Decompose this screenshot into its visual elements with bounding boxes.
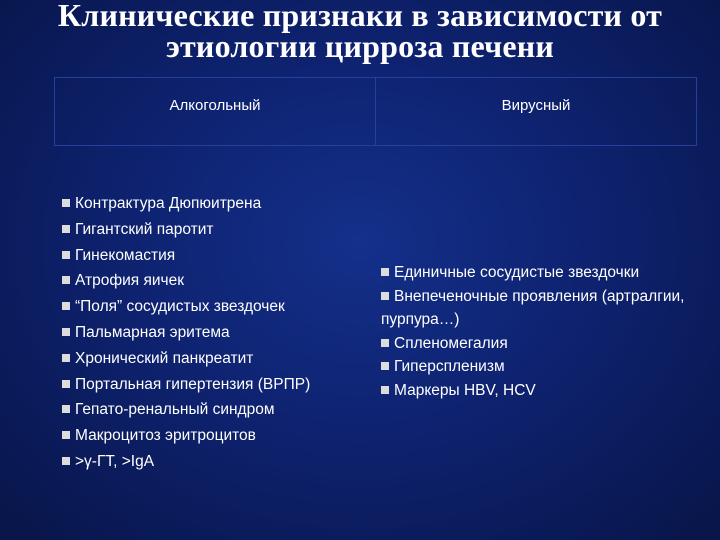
list-item <box>62 425 362 451</box>
list-item-text: “Поля” сосудистых звездочек <box>75 298 285 316</box>
slide-title-line-1: Клинические признаки в зависимости от <box>57 0 663 33</box>
viral-signs-list <box>381 261 701 402</box>
list-item-text: Спленомегалия <box>394 334 508 352</box>
square-bullet-icon <box>381 386 389 394</box>
list-item <box>62 451 362 477</box>
list-item-text: >γ-ГТ, >IgA <box>75 452 155 470</box>
square-bullet-icon <box>62 199 70 207</box>
square-bullet-icon <box>62 380 70 388</box>
square-bullet-icon <box>62 431 70 439</box>
list-item <box>62 245 362 271</box>
list-item <box>62 322 362 348</box>
list-item-text: Атрофия яичек <box>75 272 184 290</box>
list-item-text: Контрактура Дюпюитрена <box>75 195 262 212</box>
list-item <box>62 193 362 219</box>
list-item <box>381 332 701 356</box>
list-item-text: Гепато-ренальный синдром <box>75 401 275 419</box>
square-bullet-icon <box>62 354 70 362</box>
list-item-text: Маркеры HBV, HCV <box>394 381 536 399</box>
list-item-text: Единичные сосудистые звездочки <box>394 264 640 281</box>
slide-title <box>0 0 720 62</box>
list-item-text: Портальная гипертензия (ВРПР) <box>75 375 311 393</box>
slide-title-line-2: этиологии цирроза печени <box>165 28 555 64</box>
square-bullet-icon <box>62 276 70 284</box>
header-table <box>54 77 697 146</box>
list-item <box>62 270 362 296</box>
list-item-text: Гинекомастия <box>75 246 176 264</box>
list-item <box>62 399 362 425</box>
list-item-text: Макроцитоз эритроцитов <box>75 427 256 445</box>
square-bullet-icon <box>62 302 70 310</box>
list-item <box>62 219 362 245</box>
square-bullet-icon <box>381 268 389 276</box>
square-bullet-icon <box>62 251 70 259</box>
column-header-viral: Вирусный <box>501 97 571 114</box>
list-item <box>62 296 362 322</box>
square-bullet-icon <box>62 328 70 336</box>
list-item <box>62 374 362 400</box>
list-item <box>381 261 701 285</box>
square-bullet-icon <box>62 457 70 465</box>
list-item-text: Пальмарная эритема <box>75 323 230 341</box>
list-item <box>62 348 362 374</box>
square-bullet-icon <box>62 405 70 413</box>
list-item-text: Хронический панкреатит <box>75 349 254 367</box>
list-item <box>381 355 701 379</box>
alcoholic-signs-list <box>62 193 362 477</box>
list-item-text: Гигантский паротит <box>75 220 214 238</box>
square-bullet-icon <box>62 225 70 233</box>
list-item <box>381 285 701 332</box>
list-item-text: Внепеченочные проявления (артралгии, пурпура…) <box>381 287 685 328</box>
square-bullet-icon <box>381 292 389 300</box>
list-item-text: Гиперспленизм <box>394 358 505 375</box>
list-item <box>381 379 701 403</box>
square-bullet-icon <box>381 339 389 347</box>
square-bullet-icon <box>381 362 389 370</box>
column-header-alcoholic: Алкогольный <box>169 97 261 114</box>
